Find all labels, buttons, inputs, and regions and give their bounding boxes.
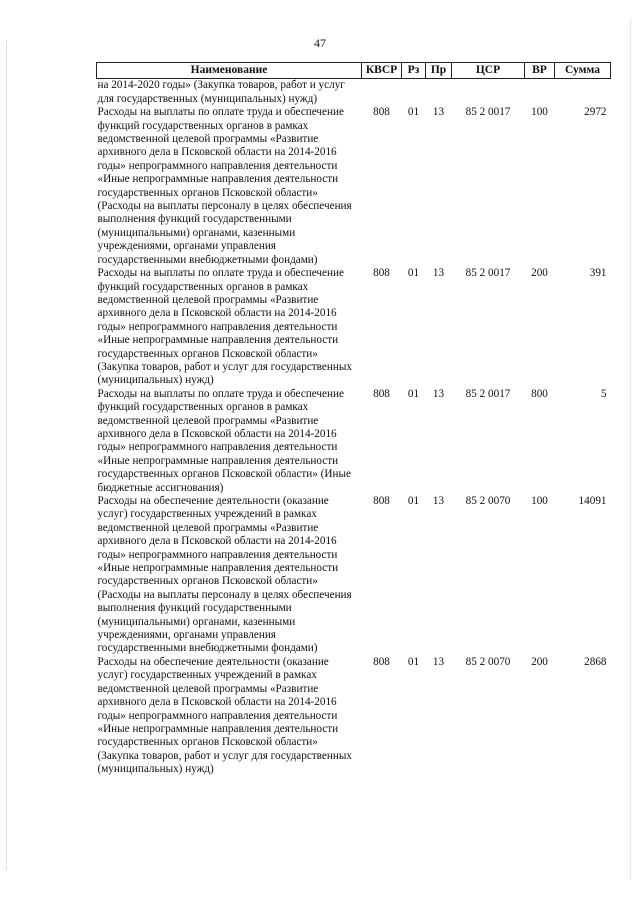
table-cell-sum: 2868: [584, 655, 607, 668]
table-cell-pr: [426, 79, 452, 106]
table-cell-csr: [452, 79, 525, 106]
scan-edge-right: [630, 20, 632, 880]
table-cell-pr: 13: [432, 106, 445, 119]
table-cell-name: Расходы на обеспечение деятельности (оказание услуг) государственных учреждений в рамках ведомственной целевой программы «Развитие архивного дела в Псковской области на 2014-2016 годы» непрограммного направления деятельности «Иные непрограммные направления деятельности государственных органов Псковской области» (Расходы на выплаты персоналу в целях обеспечения выполнения функций государственными (муниципальными) органами, казенными учреждениями, органами управления государственными внебюджетными фондами): [97, 495, 352, 655]
table-cell-name: на 2014-2020 годы» (Закупка товаров, работ и услуг для государственных (муниципальных) нужд): [97, 79, 345, 105]
table-cell-kvsr: 808: [373, 495, 390, 507]
table-row: [97, 388, 611, 495]
table-cell-rz: 01: [407, 106, 420, 119]
column-header-sum: Сумма: [555, 63, 611, 79]
table-cell-csr: 85 2 0017: [465, 267, 511, 280]
table-cell-csr: 85 2 0017: [465, 387, 511, 400]
table-cell-name: Расходы на выплаты по оплате труда и обеспечение функций государственных органов в рамках ведомственной целевой программы «Развитие архивного дела в Псковской области на 2014-2016 годы» непрограммного направления деятельности «Иные непрограммные направления деятельности государственных органов Псковской области» (Иные бюджетные ассигнования): [97, 387, 351, 494]
table-cell-kvsr: [362, 79, 402, 106]
column-header-kvsr: КВСР: [362, 63, 402, 79]
table-cell-vr: 200: [531, 267, 548, 280]
table-row: [97, 106, 611, 267]
table-body: [97, 79, 611, 777]
table-row: [97, 495, 611, 656]
table-cell-name: Расходы на выплаты по оплате труда и обеспечение функций государственных органов в рамках ведомственной целевой программы «Развитие архивного дела в Псковской области на 2014-2016 годы» непрограммного направления деятельности «Иные непрограммные направления деятельности государственных органов Псковской области» (Расходы на выплаты персоналу в целях обеспечения выполнения функций государственными (муниципальными) органами, казенными учреждениями, органами управления государственными внебюджетными фондами): [97, 106, 352, 266]
table-row: [97, 79, 611, 106]
table-cell-csr: 85 2 0070: [465, 495, 511, 507]
table-cell-rz: [402, 79, 426, 106]
table-cell-sum: 14091: [578, 495, 607, 507]
table-cell-sum: 2972: [584, 106, 607, 119]
table-cell-vr: 100: [531, 495, 548, 507]
table-cell-vr: 100: [531, 106, 548, 119]
table-cell-kvsr: 808: [373, 655, 390, 668]
table-cell-pr: 13: [432, 267, 445, 280]
page-number: 47: [314, 36, 326, 50]
budget-table: [96, 62, 611, 777]
table-cell-pr: 13: [432, 387, 445, 400]
table-cell-vr: [525, 79, 555, 106]
table-row: [97, 656, 611, 777]
table-row: [97, 267, 611, 388]
table-cell-csr: 85 2 0070: [465, 655, 511, 668]
column-header-name: Наименование: [97, 63, 362, 79]
table-cell-kvsr: 808: [373, 106, 390, 119]
scan-edge-left: [6, 40, 8, 870]
table-cell-kvsr: 808: [373, 267, 390, 280]
table-header-row: [97, 63, 611, 79]
table-cell-rz: 01: [407, 267, 420, 280]
table-cell-sum: 5: [600, 387, 607, 400]
table-cell-name: Расходы на обеспечение деятельности (оказание услуг) государственных учреждений в рамках ведомственной целевой программы «Развитие архивного дела в Псковской области на 2014-2016 годы» непрограммного направления деятельности «Иные непрограммные направления деятельности государственных органов Псковской области» (Закупка товаров, работ и услуг для государственных (муниципальных) нужд): [97, 655, 352, 776]
table-cell-sum: [555, 79, 611, 106]
column-header-pr: Пр: [426, 63, 452, 79]
column-header-vr: ВР: [525, 63, 555, 79]
table-cell-name: Расходы на выплаты по оплате труда и обеспечение функций государственных органов в рамках ведомственной целевой программы «Развитие архивного дела в Псковской области на 2014-2016 годы» непрограммного направления деятельности «Иные непрограммные направления деятельности государственных органов Псковской области» (Закупка товаров, работ и услуг для государственных (муниципальных) нужд): [97, 267, 352, 387]
table-cell-sum: 391: [589, 267, 607, 280]
table-cell-vr: 800: [531, 387, 548, 400]
table-cell-rz: 01: [407, 655, 420, 668]
table-cell-vr: 200: [531, 655, 548, 668]
table-cell-rz: 01: [407, 387, 420, 400]
table-cell-csr: 85 2 0017: [465, 106, 511, 119]
table-cell-rz: 01: [407, 495, 420, 507]
table-cell-kvsr: 808: [373, 387, 390, 400]
column-header-csr: ЦСР: [452, 63, 525, 79]
column-header-rz: Рз: [402, 63, 426, 79]
table-cell-pr: 13: [432, 495, 445, 507]
table-cell-pr: 13: [432, 655, 445, 668]
